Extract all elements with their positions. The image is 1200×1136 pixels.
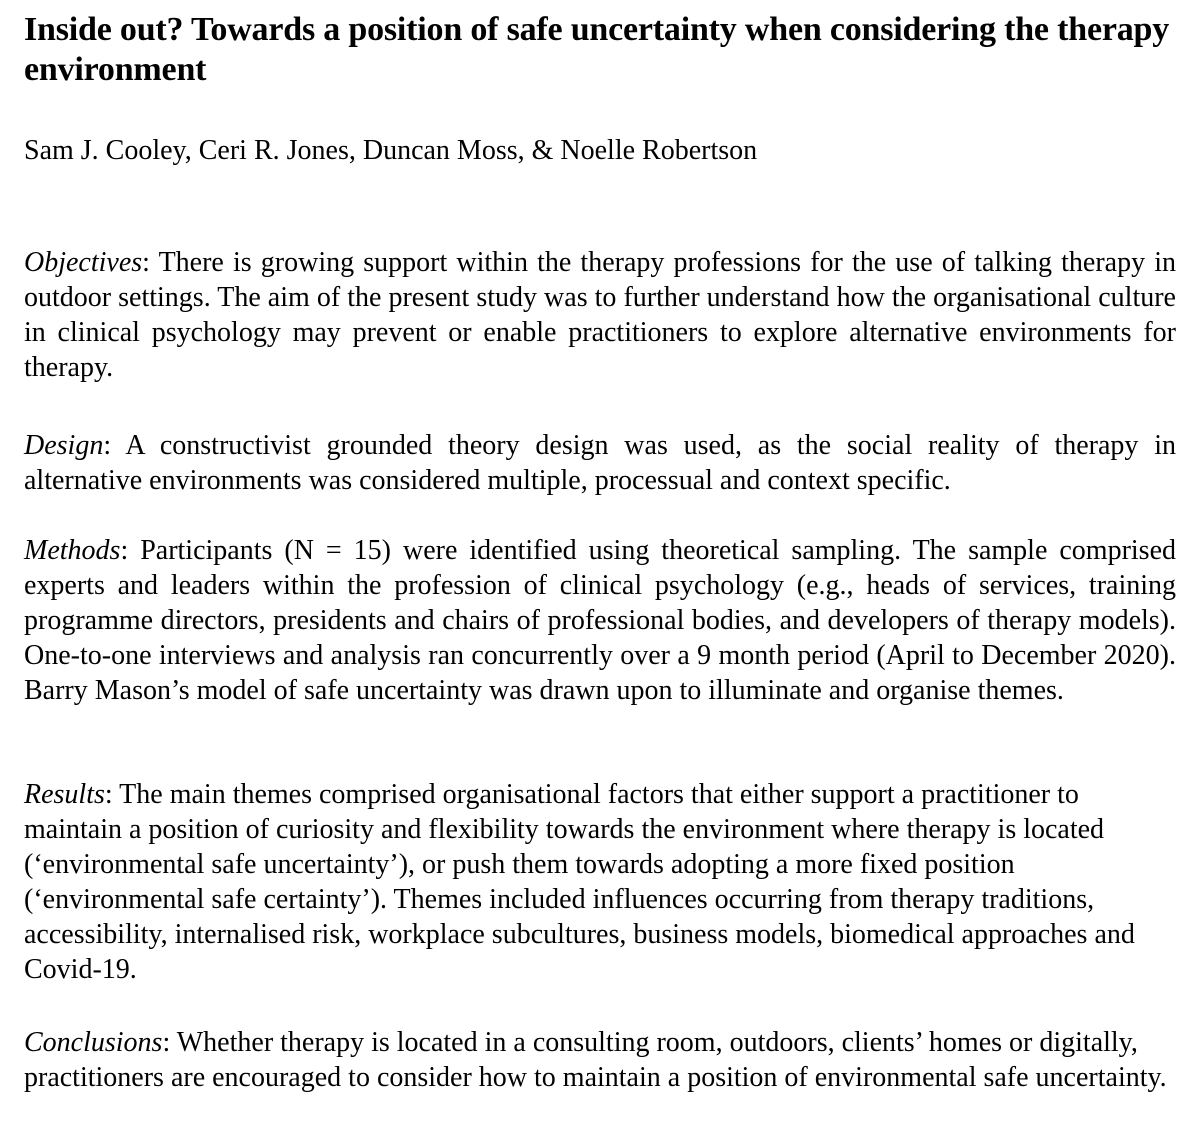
objectives-text: There is growing support within the therapy professions for the use of talking therapy in outdoor settings. The aim of the present study was to further understand how the organisational culture in clinical psychology may prevent or enable practitioners to explore alternative environments for therapy.	[24, 247, 1176, 383]
methods-label: Methods	[24, 535, 121, 566]
design-separator: :	[103, 430, 126, 461]
conclusions-separator: :	[162, 1027, 177, 1058]
abstract-conclusions	[24, 1025, 1176, 1095]
objectives-label: Objectives	[24, 247, 143, 278]
design-label: Design	[24, 430, 104, 461]
abstract-methods	[24, 533, 1176, 708]
paper-page	[24, 10, 1177, 1093]
paper-title: Inside out? Towards a position of safe uncertainty when considering the therapy environment	[24, 11, 1170, 88]
objectives-separator: :	[142, 247, 159, 278]
abstract-objectives	[24, 245, 1176, 385]
conclusions-text: Whether therapy is located in a consulting room, outdoors, clients’ homes or digitally, practitioners are encouraged to consider how to maintain a position of environmental safe uncertainty.	[24, 1027, 1167, 1093]
results-separator: :	[104, 779, 120, 810]
design-text: A constructivist grounded theory design was used, as the social reality of therapy in alternative environments was considered multiple, processual and context specific.	[24, 430, 1177, 496]
methods-separator: :	[120, 535, 141, 566]
conclusions-label: Conclusions	[24, 1027, 163, 1058]
abstract-design	[24, 428, 1176, 498]
abstract-results	[24, 777, 1176, 987]
results-text: The main themes comprised organisational factors that either support a practitioner to maintain a position of curiosity and flexibility towards the environment where therapy is located (‘environmental safe uncertainty’), or push them towards adopting a more fixed position (‘environmental safe certainty’). Themes included influences occurring from therapy traditions, accessibility, internalised risk, workplace subcultures, business models, biomedical approaches and Covid-19.	[24, 779, 1135, 985]
methods-text: Participants (N = 15) were identified using theoretical sampling. The sample comprised experts and leaders within the profession of clinical psychology (e.g., heads of services, training programme directors, presidents and chairs of professional bodies, and developers of therapy models). One-to-one interviews and analysis ran concurrently over a 9 month period (April to December 2020). Barry Mason’s model of safe uncertainty was drawn upon to illuminate and organise themes.	[24, 535, 1176, 706]
results-label: Results	[24, 779, 105, 810]
author-list: Sam J. Cooley, Ceri R. Jones, Duncan Moss, & Noelle Robertson	[24, 135, 758, 166]
